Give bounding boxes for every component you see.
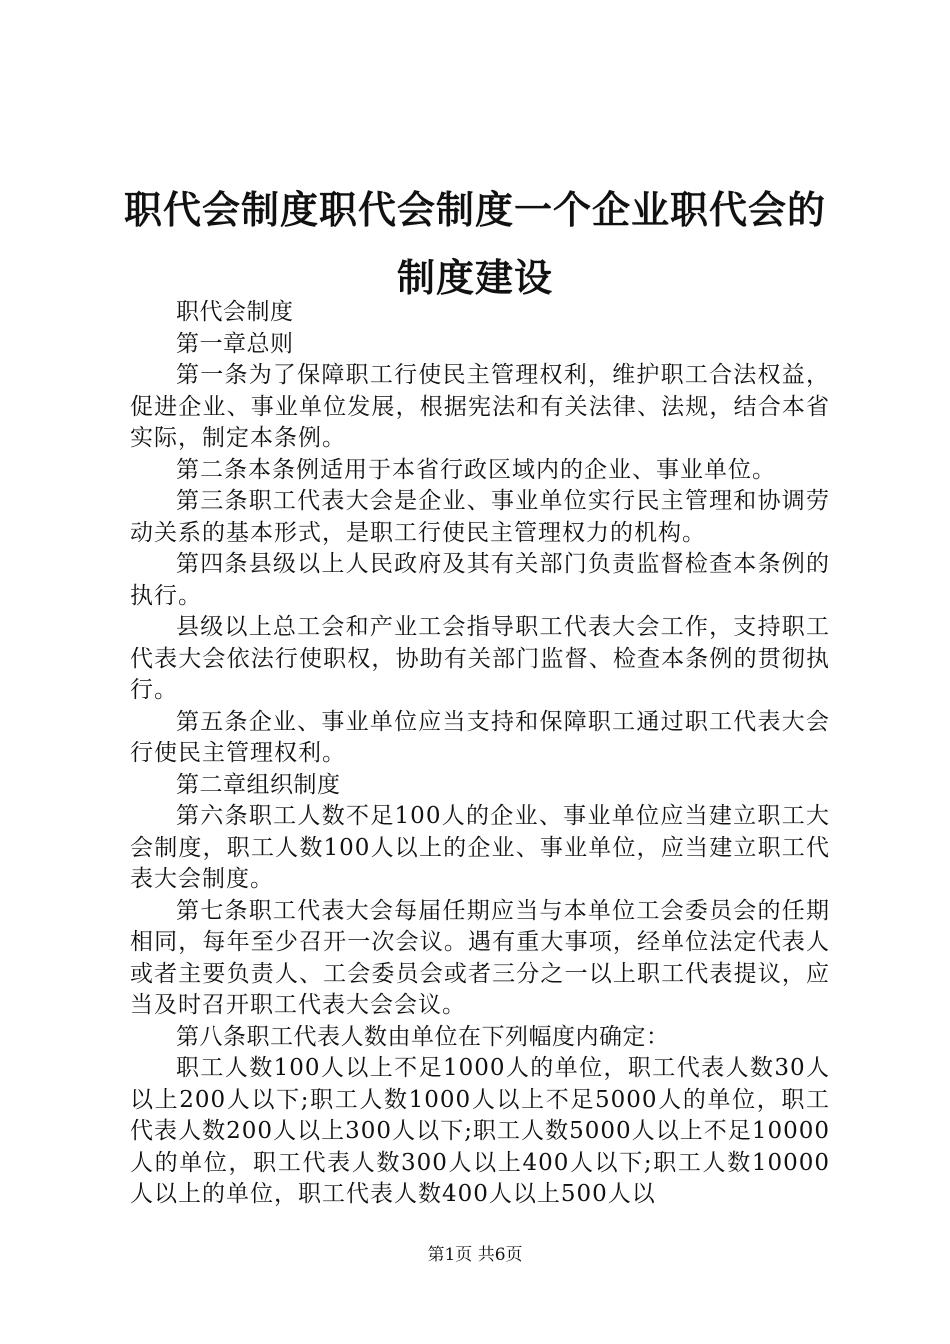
paragraph-article-4-cont: 县级以上总工会和产业工会指导职工代表大会工作，支持职工代表大会依法行使职权，协助有关部门监督、检查本条例的贯彻执行。 [130, 614, 830, 703]
paragraph-article-3: 第三条职工代表大会是企业、事业单位实行民主管理和协调劳动关系的基本形式，是职工行使民主管理权力的机构。 [130, 488, 830, 546]
paragraph-article-5: 第五条企业、事业单位应当支持和保障职工通过职工代表大会行使民主管理权利。 [130, 708, 830, 766]
paragraph-article-4: 第四条县级以上人民政府及其有关部门负责监督检查本条例的执行。 [130, 551, 830, 609]
paragraph-article-6: 第六条职工人数不足100人的企业、事业单位应当建立职工大会制度，职工人数100人以上的企业、事业单位，应当建立职工代表大会制度。 [130, 803, 830, 892]
page-number-footer: 第1页 共6页 [427, 1245, 523, 1265]
paragraph-article-8-detail: 职工人数100人以上不足1000人的单位，职工代表人数30人以上200人以下;职工人数1000人以上不足5000人的单位，职工代表人数200人以上300人以下;职工人数5000人以上不足10000人的单位，职工代表人数300人以上400人以下;职工人数10000人以上的单位，职工代表人数400人以上500人以 [130, 1055, 830, 1207]
paragraph-article-2: 第二条本条例适用于本省行政区域内的企业、事业单位。 [176, 456, 776, 483]
paragraph-article-1: 第一条为了保障职工行使民主管理权利，维护职工合法权益，促进企业、事业单位发展，根据宪法和有关法律、法规，结合本省实际，制定本条例。 [130, 362, 830, 451]
paragraph-chapter-2: 第二章组织制度 [176, 771, 341, 798]
paragraph-article-8: 第八条职工代表人数由单位在下列幅度内确定： [176, 1023, 670, 1050]
document-body [130, 297, 830, 1211]
paragraph-chapter-1: 第一章总则 [176, 330, 294, 357]
document-title: 职代会制度职代会制度一个企业职代会的制度建设 [123, 187, 826, 300]
paragraph-article-7: 第七条职工代表大会每届任期应当与本单位工会委员会的任期相同，每年至少召开一次会议。遇有重大事项，经单位法定代表人或者主要负责人、工会委员会或者三分之一以上职工代表提议，应当及时召开职工代表大会会议。 [130, 897, 830, 1018]
paragraph-doc-name: 职代会制度 [176, 299, 294, 325]
